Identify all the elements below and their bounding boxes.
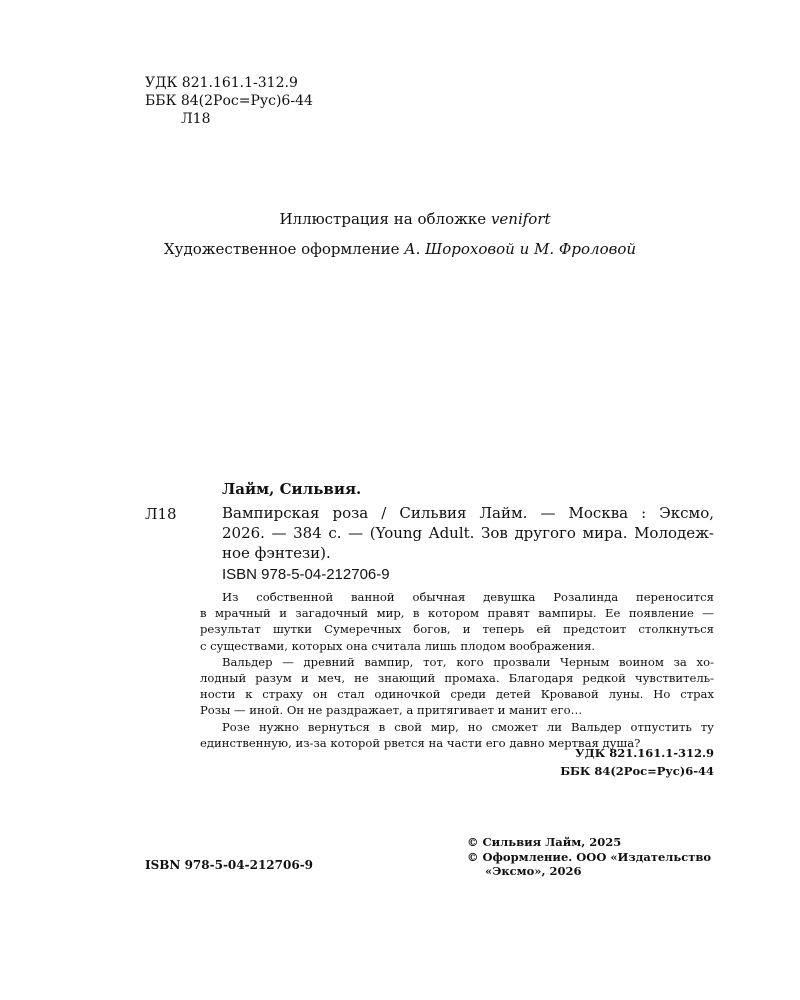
udk-code: УДК 821.161.1-312.9 xyxy=(145,75,298,91)
catalog-code: Л18 xyxy=(145,505,177,523)
description-line: Вампирская роза / Сильвия Лайм. — Москва : Эксмо, xyxy=(222,504,714,522)
annotation-line: единственную, из-за которой рвется на части его давно мертвая душа? xyxy=(200,735,641,750)
design-credit xyxy=(0,238,800,268)
copyright-design: © Оформление. ООО «Издательство xyxy=(467,849,711,864)
design-label: Художественное оформление xyxy=(163,240,400,258)
annotation-line: Розе нужно вернуться в свой мир, но сможет ли Вальдер отпустить ту xyxy=(222,719,714,734)
credits-block xyxy=(0,208,800,268)
classification-block xyxy=(145,74,313,128)
annotation-line: результат шутки Сумеречных богов, и теперь ей предстоит столкнуться xyxy=(200,622,714,637)
annotation-line: в мрачный и загадочный мир, в котором правят вампиры. Ее появление — xyxy=(200,606,714,621)
bbk-code: ББК 84(2Рос=Рус)6-44 xyxy=(145,93,313,109)
bibliographic-description xyxy=(222,503,714,563)
annotation-line: Розы — иной. Он не раздражает, а притягивает и манит его… xyxy=(200,703,583,718)
annotation-bbk: ББК 84(2Рос=Рус)6-44 xyxy=(560,764,714,778)
annotation-line: Из собственной ванной обычная девушка Розалинда переносится xyxy=(222,590,714,604)
design-authors: А. Шороховой и М. Фроловой xyxy=(404,240,637,258)
annotation-line: лодный разум и меч, не знающий промаха. Благодаря редкой чувствитель- xyxy=(200,671,714,686)
author-mark: Л18 xyxy=(181,111,211,127)
illustration-label: Иллюстрация на обложке xyxy=(279,210,487,228)
annotation-udk: УДК 821.161.1-312.9 xyxy=(575,746,714,760)
annotation-line: ности к страху он стал одиночкой среди детей Кровавой луны. Но страх xyxy=(200,687,714,702)
illustration-credit xyxy=(30,208,800,238)
copyright-design-cont: «Эксмо», 2026 xyxy=(485,864,582,878)
illustration-artist: venifort xyxy=(490,210,551,228)
copyright-author: © Сильвия Лайм, 2025 xyxy=(467,835,622,849)
isbn-main: ISBN 978-5-04-212706-9 xyxy=(222,566,390,583)
annotation-line: с существами, которых она считала лишь плодом воображения. xyxy=(200,638,596,653)
description-line: 2026. — 384 с. — (Young Adult. Зов другого мира. Молодеж- xyxy=(222,524,714,542)
annotation-text xyxy=(200,589,714,751)
isbn-footer: ISBN 978-5-04-212706-9 xyxy=(145,858,314,872)
annotation-line: Вальдер — древний вампир, тот, кого прозвали Черным воином за хо- xyxy=(222,654,714,669)
author-heading: Лайм, Сильвия. xyxy=(222,480,362,498)
copyright-block xyxy=(467,835,711,879)
annotation-classification xyxy=(560,744,714,780)
description-line: ное фэнтези). xyxy=(222,544,331,562)
